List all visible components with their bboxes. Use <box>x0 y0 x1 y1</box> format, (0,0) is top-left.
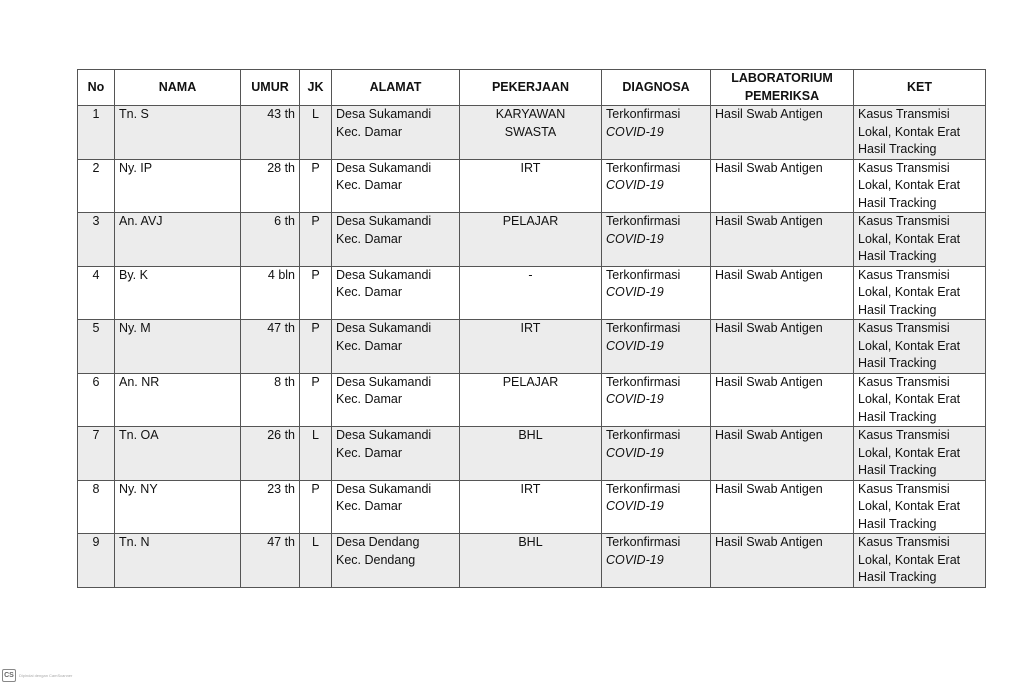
cell-no: 8 <box>78 480 115 534</box>
cell-jk: L <box>300 106 332 160</box>
alamat-kecamatan: Kec. Damar <box>336 285 402 299</box>
alamat-desa: Desa Sukamandi <box>336 267 432 282</box>
cell-alamat <box>332 534 460 588</box>
header-alamat: ALAMAT <box>332 70 460 106</box>
ket-line1: Kasus Transmisi <box>858 267 950 282</box>
pekerjaan-line1: PELAJAR <box>502 214 559 228</box>
table-row <box>78 534 986 588</box>
cell-pekerjaan <box>460 159 602 213</box>
cell-no: 9 <box>78 534 115 588</box>
diagnosa-disease: COVID-19 <box>606 499 664 513</box>
cell-no: 6 <box>78 373 115 427</box>
ket-line3: Hasil Tracking <box>858 463 937 477</box>
cell-umur: 8 th <box>241 373 300 427</box>
cell-alamat <box>332 266 460 320</box>
diagnosa-disease: COVID-19 <box>606 392 664 406</box>
cell-pekerjaan <box>460 320 602 374</box>
ket-line1: Kasus Transmisi <box>858 214 950 228</box>
cell-nama: Ny. IP <box>115 159 241 213</box>
cell-diagnosa <box>602 534 711 588</box>
header-jk: JK <box>300 70 332 106</box>
diagnosa-status: Terkonfirmasi <box>606 267 681 282</box>
cell-ket <box>854 373 986 427</box>
cell-umur: 43 th <box>241 106 300 160</box>
cell-laboratorium: Hasil Swab Antigen <box>711 480 854 534</box>
pekerjaan-line1: BHL <box>518 428 543 442</box>
ket-line3: Hasil Tracking <box>858 249 937 263</box>
ket-line3: Hasil Tracking <box>858 409 937 424</box>
ket-line1: Kasus Transmisi <box>858 428 950 442</box>
cell-ket <box>854 213 986 267</box>
cell-laboratorium: Hasil Swab Antigen <box>711 320 854 374</box>
ket-line2: Lokal, Kontak Erat <box>858 124 961 139</box>
patient-table <box>77 69 986 588</box>
ket-line3: Hasil Tracking <box>858 302 937 317</box>
pekerjaan-line2: SWASTA <box>504 124 557 139</box>
ket-line1: Kasus Transmisi <box>858 481 950 496</box>
alamat-kecamatan: Kec. Damar <box>336 231 402 246</box>
cell-no: 2 <box>78 159 115 213</box>
cell-no: 7 <box>78 427 115 481</box>
ket-line3: Hasil Tracking <box>858 195 937 210</box>
cell-no: 3 <box>78 213 115 267</box>
alamat-kecamatan: Kec. Damar <box>336 445 402 460</box>
cell-no: 4 <box>78 266 115 320</box>
cell-jk: L <box>300 534 332 588</box>
alamat-kecamatan: Kec. Dendang <box>336 552 416 567</box>
cell-pekerjaan <box>460 373 602 427</box>
header-diagnosa: DIAGNOSA <box>602 70 711 106</box>
cell-nama: By. K <box>115 266 241 320</box>
cell-no: 5 <box>78 320 115 374</box>
cell-nama: Ny. M <box>115 320 241 374</box>
cell-laboratorium: Hasil Swab Antigen <box>711 534 854 588</box>
cell-ket <box>854 480 986 534</box>
ket-line2: Lokal, Kontak Erat <box>858 445 961 460</box>
alamat-desa: Desa Sukamandi <box>336 321 432 335</box>
cell-umur: 47 th <box>241 320 300 374</box>
ket-line1: Kasus Transmisi <box>858 374 950 389</box>
cell-alamat <box>332 373 460 427</box>
header-nama: NAMA <box>115 70 241 106</box>
cell-nama: Tn. N <box>115 534 241 588</box>
header-lab-line2: PEMERIKSA <box>744 88 820 103</box>
diagnosa-status: Terkonfirmasi <box>606 374 681 389</box>
cell-nama: An. AVJ <box>115 213 241 267</box>
ket-line1: Kasus Transmisi <box>858 107 950 121</box>
ket-line1: Kasus Transmisi <box>858 321 950 335</box>
cell-laboratorium: Hasil Swab Antigen <box>711 373 854 427</box>
cell-alamat <box>332 427 460 481</box>
diagnosa-status: Terkonfirmasi <box>606 214 681 228</box>
pekerjaan-line1: KARYAWAN <box>495 107 566 121</box>
cell-diagnosa <box>602 106 711 160</box>
pekerjaan-line1: PELAJAR <box>502 374 559 389</box>
table-row <box>78 427 986 481</box>
camscanner-logo-icon: CS <box>2 669 16 682</box>
cell-jk: L <box>300 427 332 481</box>
diagnosa-disease: COVID-19 <box>606 178 664 192</box>
table-row <box>78 159 986 213</box>
ket-line3: Hasil Tracking <box>858 142 937 156</box>
pekerjaan-line1: IRT <box>520 481 541 496</box>
table-row <box>78 266 986 320</box>
alamat-kecamatan: Kec. Damar <box>336 338 402 353</box>
ket-line3: Hasil Tracking <box>858 516 937 531</box>
alamat-kecamatan: Kec. Damar <box>336 178 402 192</box>
scanner-watermark <box>2 669 72 682</box>
cell-ket <box>854 320 986 374</box>
cell-jk: P <box>300 480 332 534</box>
cell-nama: An. NR <box>115 373 241 427</box>
diagnosa-disease: COVID-19 <box>606 231 664 246</box>
header-ket: KET <box>854 70 986 106</box>
pekerjaan-line1: IRT <box>520 321 541 335</box>
cell-ket <box>854 427 986 481</box>
cell-ket <box>854 534 986 588</box>
scanner-caption: Dipindai dengan CamScanner <box>19 673 73 678</box>
header-umur: UMUR <box>241 70 300 106</box>
diagnosa-status: Terkonfirmasi <box>606 107 681 121</box>
table-row <box>78 320 986 374</box>
diagnosa-disease: COVID-19 <box>606 124 664 139</box>
cell-diagnosa <box>602 373 711 427</box>
ket-line2: Lokal, Kontak Erat <box>858 178 961 192</box>
ket-line3: Hasil Tracking <box>858 570 937 584</box>
cell-pekerjaan <box>460 480 602 534</box>
cell-umur: 6 th <box>241 213 300 267</box>
cell-diagnosa <box>602 427 711 481</box>
cell-jk: P <box>300 159 332 213</box>
header-lab-line1: LABORATORIUM <box>731 71 833 85</box>
cell-no: 1 <box>78 106 115 160</box>
header-no: No <box>78 70 115 106</box>
cell-diagnosa <box>602 480 711 534</box>
table-row <box>78 373 986 427</box>
cell-umur: 28 th <box>241 159 300 213</box>
ket-line3: Hasil Tracking <box>858 356 937 370</box>
table-row <box>78 213 986 267</box>
cell-alamat <box>332 213 460 267</box>
cell-umur: 4 bln <box>241 266 300 320</box>
cell-nama: Tn. S <box>115 106 241 160</box>
alamat-desa: Desa Sukamandi <box>336 214 432 228</box>
table-row <box>78 480 986 534</box>
alamat-desa: Desa Sukamandi <box>336 107 432 121</box>
ket-line2: Lokal, Kontak Erat <box>858 338 961 353</box>
alamat-desa: Desa Sukamandi <box>336 481 432 496</box>
ket-line2: Lokal, Kontak Erat <box>858 285 961 299</box>
pekerjaan-line1: IRT <box>520 160 541 175</box>
cell-laboratorium: Hasil Swab Antigen <box>711 159 854 213</box>
header-pekerjaan: PEKERJAAN <box>460 70 602 106</box>
cell-diagnosa <box>602 266 711 320</box>
cell-laboratorium: Hasil Swab Antigen <box>711 106 854 160</box>
ket-line2: Lokal, Kontak Erat <box>858 552 961 567</box>
cell-laboratorium: Hasil Swab Antigen <box>711 213 854 267</box>
ket-line2: Lokal, Kontak Erat <box>858 392 961 406</box>
diagnosa-status: Terkonfirmasi <box>606 428 681 442</box>
pekerjaan-line1: - <box>528 267 533 282</box>
cell-alamat <box>332 159 460 213</box>
cell-alamat <box>332 106 460 160</box>
header-laboratorium <box>711 70 854 106</box>
ket-line2: Lokal, Kontak Erat <box>858 231 961 246</box>
cell-ket <box>854 266 986 320</box>
diagnosa-disease: COVID-19 <box>606 445 664 460</box>
cell-ket <box>854 106 986 160</box>
cell-pekerjaan <box>460 534 602 588</box>
table-row <box>78 106 986 160</box>
alamat-desa: Desa Sukamandi <box>336 428 432 442</box>
cell-pekerjaan <box>460 213 602 267</box>
alamat-kecamatan: Kec. Damar <box>336 499 402 513</box>
cell-nama: Ny. NY <box>115 480 241 534</box>
cell-umur: 47 th <box>241 534 300 588</box>
alamat-kecamatan: Kec. Damar <box>336 392 402 406</box>
cell-diagnosa <box>602 159 711 213</box>
pekerjaan-line1: BHL <box>518 535 543 549</box>
ket-line1: Kasus Transmisi <box>858 535 950 549</box>
cell-nama: Tn. OA <box>115 427 241 481</box>
cell-diagnosa <box>602 320 711 374</box>
table-header-row <box>78 70 986 106</box>
cell-umur: 23 th <box>241 480 300 534</box>
cell-alamat <box>332 320 460 374</box>
ket-line1: Kasus Transmisi <box>858 160 950 175</box>
cell-pekerjaan <box>460 106 602 160</box>
cell-jk: P <box>300 213 332 267</box>
cell-umur: 26 th <box>241 427 300 481</box>
cell-diagnosa <box>602 213 711 267</box>
ket-line2: Lokal, Kontak Erat <box>858 499 961 513</box>
cell-laboratorium: Hasil Swab Antigen <box>711 266 854 320</box>
cell-jk: P <box>300 373 332 427</box>
alamat-desa: Desa Dendang <box>336 535 420 549</box>
alamat-desa: Desa Sukamandi <box>336 160 432 175</box>
diagnosa-status: Terkonfirmasi <box>606 481 681 496</box>
cell-pekerjaan <box>460 266 602 320</box>
cell-alamat <box>332 480 460 534</box>
cell-laboratorium: Hasil Swab Antigen <box>711 427 854 481</box>
diagnosa-disease: COVID-19 <box>606 285 664 299</box>
diagnosa-status: Terkonfirmasi <box>606 535 681 549</box>
cell-ket <box>854 159 986 213</box>
alamat-desa: Desa Sukamandi <box>336 374 432 389</box>
diagnosa-status: Terkonfirmasi <box>606 160 681 175</box>
alamat-kecamatan: Kec. Damar <box>336 124 402 139</box>
cell-jk: P <box>300 320 332 374</box>
diagnosa-disease: COVID-19 <box>606 552 664 567</box>
cell-pekerjaan <box>460 427 602 481</box>
diagnosa-disease: COVID-19 <box>606 338 664 353</box>
diagnosa-status: Terkonfirmasi <box>606 321 681 335</box>
cell-jk: P <box>300 266 332 320</box>
